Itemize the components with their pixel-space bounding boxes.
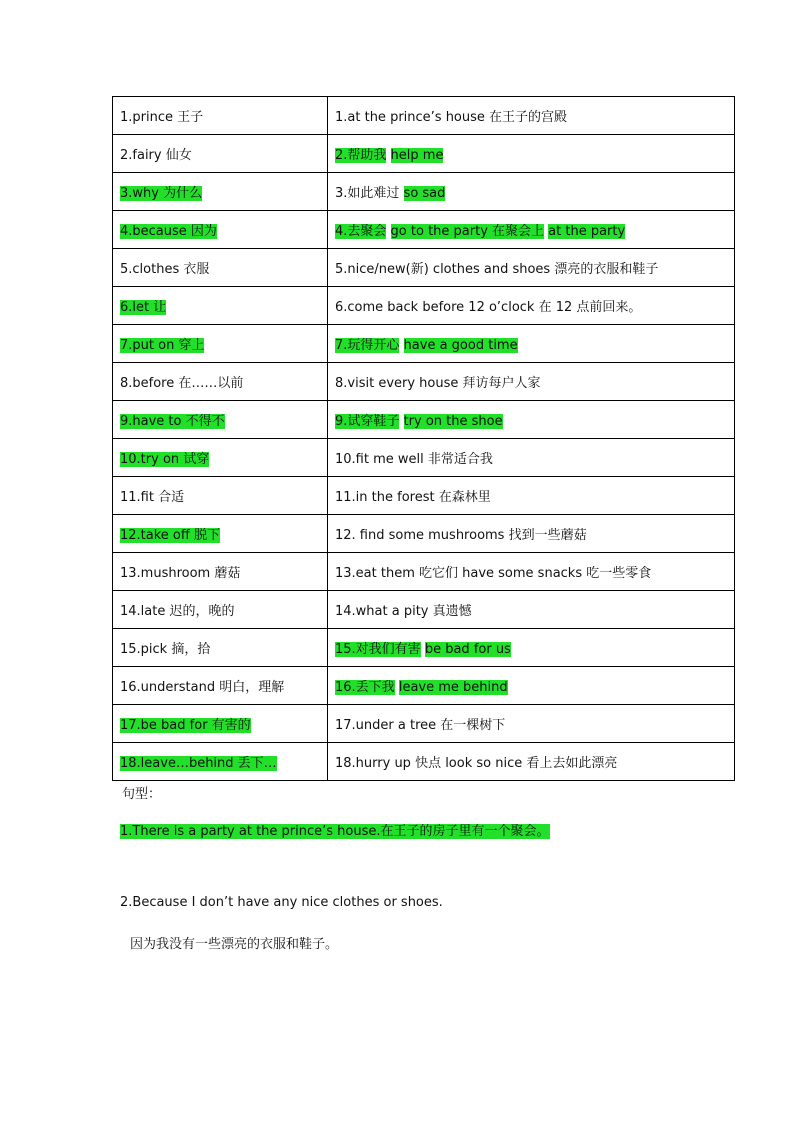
sentence-2-text: 2.Because I don’t have any nice clothes or shoes. [120, 895, 443, 910]
word-cell [113, 97, 328, 135]
cell-text: 12. find some mushrooms 找到一些蘑菇 [335, 528, 587, 543]
highlighted-text: leave me behind [398, 680, 508, 695]
phrase-cell [328, 439, 735, 477]
cell-text: 11.in the forest 在森林里 [335, 490, 491, 505]
table-row [113, 211, 735, 249]
word-cell [113, 173, 328, 211]
table-row [113, 705, 735, 743]
phrase-cell [328, 705, 735, 743]
cell-text [399, 338, 403, 353]
phrase-cell [328, 591, 735, 629]
cell-text: 13.mushroom 蘑菇 [120, 566, 241, 581]
cell-text: 14.what a pity 真遗憾 [335, 604, 472, 619]
highlighted-text: at the party [548, 224, 626, 239]
phrase-cell [328, 135, 735, 173]
table-row [113, 477, 735, 515]
cell-text: 1.at the prince’s house 在王子的宫殿 [335, 110, 568, 125]
cell-text: 8.before 在……以前 [120, 376, 244, 391]
word-cell [113, 249, 328, 287]
highlighted-text: 16.丢下我 [335, 680, 395, 695]
vocabulary-table [112, 96, 735, 781]
table-row [113, 249, 735, 287]
phrase-cell [328, 667, 735, 705]
phrase-cell [328, 515, 735, 553]
cell-text: 5.clothes 衣服 [120, 262, 210, 277]
word-cell [113, 743, 328, 781]
table-row [113, 515, 735, 553]
highlighted-text: 17.be bad for 有害的 [120, 718, 251, 733]
highlighted-text: 4.去聚会 [335, 224, 387, 239]
table-row [113, 363, 735, 401]
table-row [113, 591, 735, 629]
word-cell [113, 363, 328, 401]
phrase-cell [328, 211, 735, 249]
phrase-cell [328, 629, 735, 667]
sentence-2-translation [130, 933, 338, 952]
phrase-cell [328, 287, 735, 325]
table-row [113, 667, 735, 705]
highlighted-text: 15.对我们有害 [335, 642, 421, 657]
cell-text: 10.fit me well 非常适合我 [335, 452, 493, 467]
word-cell [113, 591, 328, 629]
cell-text: 2.fairy 仙女 [120, 148, 192, 163]
cell-text: 1.prince 王子 [120, 110, 204, 125]
highlighted-text: 6.let 让 [120, 300, 167, 315]
highlighted-text: 18.leave…behind 丢下… [120, 756, 277, 771]
sentence-2-translation-text: 因为我没有一些漂亮的衣服和鞋子。 [130, 937, 339, 952]
cell-text: 11.fit 合适 [120, 490, 185, 505]
cell-text: 18.hurry up 快点 look so nice 看上去如此漂亮 [335, 756, 618, 771]
highlighted-text: 10.try on 试穿 [120, 452, 210, 467]
phrase-cell [328, 97, 735, 135]
phrase-cell [328, 553, 735, 591]
cell-text: 13.eat them 吃它们 have some snacks 吃一些零食 [335, 566, 652, 581]
table-row [113, 287, 735, 325]
sentence-1-text: 1.There is a party at the prince’s house.在王子的房子里有一个聚会。 [120, 824, 550, 839]
section-label-sentence-patterns: 句型： [122, 787, 162, 802]
cell-text: 6.come back before 12 o’clock 在 12 点前回来。 [335, 300, 642, 315]
table-row [113, 743, 735, 781]
cell-text [399, 186, 403, 201]
table-row [113, 553, 735, 591]
cell-text [386, 224, 390, 239]
phrase-cell [328, 477, 735, 515]
word-cell [113, 705, 328, 743]
cell-text: 16.understand 明白，理解 [120, 680, 285, 695]
table-row [113, 629, 735, 667]
cell-text [399, 414, 403, 429]
table-row [113, 173, 735, 211]
word-cell [113, 629, 328, 667]
highlighted-text: so sad [403, 186, 446, 201]
vocabulary-table-body [113, 97, 735, 781]
highlighted-text: 4.because 因为 [120, 224, 217, 239]
word-cell [113, 211, 328, 249]
word-cell [113, 135, 328, 173]
highlighted-text: 2.帮助我 [335, 148, 387, 163]
word-cell [113, 439, 328, 477]
phrase-cell [328, 363, 735, 401]
highlighted-text: 9.have to 不得不 [120, 414, 225, 429]
cell-text: 14.late 迟的，晚的 [120, 604, 235, 619]
sentence-1 [120, 820, 550, 839]
phrase-cell [328, 743, 735, 781]
table-row [113, 325, 735, 363]
table-row [113, 401, 735, 439]
cell-text: 3.如此难过 [335, 186, 400, 201]
word-cell [113, 477, 328, 515]
phrase-cell [328, 325, 735, 363]
word-cell [113, 553, 328, 591]
highlighted-text: 7.玩得开心 [335, 338, 400, 353]
highlighted-text: try on the shoe [403, 414, 503, 429]
table-row [113, 135, 735, 173]
highlighted-text: 9.试穿鞋子 [335, 414, 400, 429]
cell-text: 5.nice/new(新) clothes and shoes 漂亮的衣服和鞋子 [335, 262, 659, 277]
cell-text: 17.under a tree 在一棵树下 [335, 718, 506, 733]
word-cell [113, 667, 328, 705]
table-row [113, 97, 735, 135]
highlighted-text: 7.put on 穿上 [120, 338, 205, 353]
cell-text: 8.visit every house 拜访每户人家 [335, 376, 541, 391]
cell-text [386, 148, 390, 163]
highlighted-text: 12.take off 脱下 [120, 528, 220, 543]
sentence-2 [120, 895, 443, 910]
word-cell [113, 401, 328, 439]
phrase-cell [328, 173, 735, 211]
word-cell [113, 287, 328, 325]
cell-text: 15.pick 摘，拾 [120, 642, 211, 657]
phrase-cell [328, 249, 735, 287]
highlighted-text: have a good time [403, 338, 518, 353]
highlighted-text: 3.why 为什么 [120, 186, 203, 201]
highlighted-text: go to the party 在聚会上 [390, 224, 545, 239]
highlighted-text: help me [390, 148, 444, 163]
highlighted-text: be bad for us [424, 642, 511, 657]
table-row [113, 439, 735, 477]
word-cell [113, 325, 328, 363]
word-cell [113, 515, 328, 553]
phrase-cell [328, 401, 735, 439]
